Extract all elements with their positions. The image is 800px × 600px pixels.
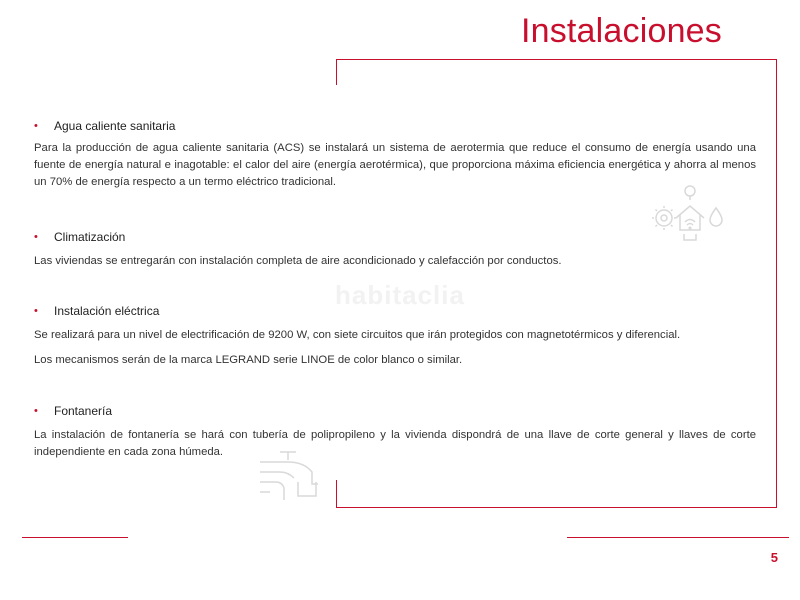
section-paragraph: La instalación de fontanería se hará con tubería de polipropileno y la vivienda dispondrá de una llave de corte general y llaves de corte independiente en cada zona húmeda.	[34, 429, 756, 458]
section-heading	[34, 229, 756, 245]
frame-top-line	[336, 59, 777, 60]
section-agua-caliente	[34, 118, 756, 191]
frame-left-bottom-line	[336, 480, 337, 508]
page-title: Instalaciones	[520, 12, 722, 50]
bullet-icon: •	[34, 305, 38, 317]
section-heading	[34, 303, 756, 319]
section-paragraph: Se realizará para un nivel de electrificación de 9200 W, con siete circuitos que irán protegidos con magnetotérmicos y diferencial.	[34, 329, 681, 341]
section-fontaneria	[34, 403, 756, 461]
section-paragraph: Los mecanismos serán de la marca LEGRAND serie LINOE de color blanco o similar.	[34, 354, 463, 366]
footer-line-right	[567, 537, 789, 538]
frame-left-top-line	[336, 59, 337, 85]
bullet-icon: •	[34, 231, 38, 243]
section-heading-label: Climatización	[54, 230, 126, 244]
section-climatizacion	[34, 229, 756, 270]
page-number: 5	[770, 550, 778, 565]
section-paragraph: Para la producción de agua caliente sanitaria (ACS) se instalará un sistema de aerotermia que reduce el consumo de energía usando una fuente de energía natural e inagotable: el calor del aire (energía aerotérmica), que proporciona máxima eficiencia energética y ahorra al menos un 70% de energía respecto a un termo eléctrico tradicional.	[34, 142, 756, 188]
section-heading-label: Agua caliente sanitaria	[54, 119, 176, 133]
section-heading-label: Instalación eléctrica	[54, 304, 160, 318]
frame-right-line	[776, 59, 777, 508]
bullet-icon: •	[34, 405, 38, 417]
section-heading	[34, 118, 756, 134]
section-instalacion-electrica	[34, 303, 756, 369]
watermark: habitaclia	[335, 280, 465, 310]
frame-bottom-line	[336, 507, 777, 508]
footer-line-left	[22, 537, 128, 538]
bullet-icon: •	[34, 120, 38, 132]
content-area	[34, 118, 756, 461]
section-heading-label: Fontanería	[54, 404, 113, 418]
section-heading	[34, 403, 756, 419]
section-paragraph: Las viviendas se entregarán con instalación completa de aire acondicionado y calefacción por conductos.	[34, 255, 562, 267]
